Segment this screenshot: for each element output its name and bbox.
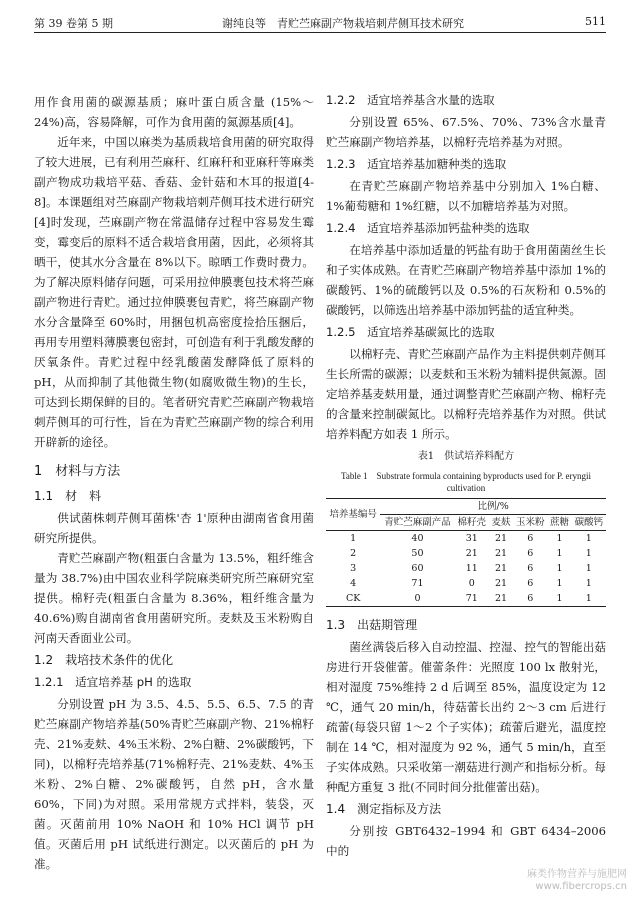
table-cell: 1: [556, 563, 563, 574]
column-header: 碳酸钙: [572, 515, 606, 531]
paragraph: 分别设置 pH 为 3.5、4.5、5.5、6.5、7.5 的青贮苎麻副产物培养基(50%青贮苎麻副产物、21%棉籽壳、21%麦麸、4%玉米粉、2%白糖、2%碳酸钙，下同)，以棉籽壳培养基(71%棉籽壳、21%麦麸、4%玉米粉、2%白糖、2%碳酸钙，自然 pH，含水量 60%，下同)为对照。采用常规方式拌料，装袋，灭菌。灭菌前用 10% NaOH 和 10% HCl 调节 pH 值。灭菌后用 pH 试纸进行测定。以灭菌后的 pH 为准。: [34, 697, 314, 871]
paragraph: 在青贮苎麻副产物培养基中分别加入 1%白糖、1%葡萄糖和 1%红糖，以不加糖培养基为对照。: [326, 179, 606, 213]
subsection-heading: 1.2 栽培技术条件的优化: [34, 653, 174, 667]
watermark-url: www.fibercrops.cn: [535, 881, 627, 892]
column-header: 棉籽壳: [455, 515, 489, 531]
table-cell: 50: [411, 548, 424, 559]
paragraph: 以棉籽壳、青贮苎麻副产品作为主料提供刺芹侧耳生长所需的碳源；以麦麸和玉米粉为辅料提供氮源。固定培养基麦麸用量，通过调整青贮苎麻副产物、棉籽壳的含量来控制碳氮比。以棉籽壳培养基作为对照。供试培养料配方如表 1 所示。: [326, 347, 606, 441]
table-cell: 1: [547, 591, 571, 607]
running-header: [34, 12, 606, 33]
subsubsection-heading: 1.2.2 适宜培养基含水量的选取: [326, 93, 495, 107]
table-cell: 6: [527, 548, 534, 559]
table-cell: 1: [585, 578, 592, 589]
paragraph: 供试菌株刺芹侧耳菌株'杏 1'原种由湖南省食用菌研究所提供。: [34, 511, 314, 545]
table-cell: 21: [489, 591, 513, 607]
journal-volume-issue: 第 39 卷第 5 期: [34, 17, 113, 30]
table-cell: CK: [326, 591, 380, 607]
table-caption: 表1 供试培养料配方: [417, 451, 515, 462]
table-cell: 71: [455, 591, 489, 607]
column-header: 青贮苎麻副产品: [380, 515, 454, 531]
table-cell: 0: [468, 578, 475, 589]
paragraph: 用作食用菌的碳源基质；麻叶蛋白质含量 (15%～24%)高，容易降解，可作为食用菌的氮源基质[4]。: [34, 95, 314, 129]
table-cell: 6: [527, 578, 534, 589]
table-cell: 31: [465, 533, 478, 544]
table-cell: 21: [494, 548, 508, 559]
table-cell: 0: [380, 591, 454, 607]
table-cell: 40: [411, 533, 424, 544]
page-number: 511: [585, 15, 606, 28]
section-heading: 1 材料与方法: [34, 464, 121, 479]
table-cell: 21: [494, 563, 508, 574]
column-header: 玉米粉: [513, 515, 547, 531]
table-cell: 11: [465, 563, 478, 574]
right-column: [326, 88, 606, 861]
table-cell: 1: [585, 548, 592, 559]
table-cell: 2: [350, 548, 357, 559]
table-cell: 1: [556, 533, 563, 544]
running-title: 谢纯良等 青贮苎麻副产物栽培刺芹侧耳技术研究: [222, 17, 464, 30]
subsection-heading: 1.1 材 料: [34, 489, 102, 503]
table-row: [326, 561, 606, 576]
paragraph: 菌丝满袋后移入自动控温、控湿、控气的智能出菇房进行开袋催蕾。催蕾条件：光照度 100 lx 散射光，相对湿度 75%维持 2 d 后调至 85%，温度设定为 12 ℃，通气 20 min/h，待菇蕾长出约 2～3 cm 后进行疏蕾(每袋只留 1～2 个子实体)；疏蕾后避光，温度控制在 14 ℃，相对湿度为 92 %，通气 5 min/h，直至子实体成熟。只采收第一潮菇进行测产和指标分析。每种配方重复 3 批(不同时间分批催蕾出菇)。: [326, 640, 606, 794]
table-cell: 60: [411, 563, 424, 574]
paragraph: 近年来，中国以麻类为基质栽培食用菌的研究取得了较大进展，已有利用苎麻秆、红麻秆和亚麻秆等麻类副产物成功栽培平菇、香菇、金针菇和木耳的报道[4-8]。本课题组对苎麻副产物栽培刺芹侧耳技术进行研究[4]时发现，苎麻副产物在常温储存过程中容易发生霉变，霉变后的原料不适合栽培食用菌，因此，必须将其晒干，使其水分含量在 8%以下。晾晒工作费时费力。为了解决原料储存问题，可采用拉伸膜裹包技术将苎麻副产物进行青贮。通过拉伸膜裹包青贮，将苎麻副产物水分含量降至 60%时，用捆包机高密度捡拾压捆后，再用专用塑料薄膜裹包密封，可创造有利于乳酸发酵的厌氧条件。青贮过程中经乳酸菌发酵降低了原料的 pH，从而抑制了其他微生物(如腐败微生物)的生长，可达到长期保鲜的目的。笔者研究青贮苎麻副产物栽培刺芹侧耳的可行性，旨在为青贮苎麻副产物的综合利用开辟新的途径。: [34, 135, 314, 449]
table-cell: 1: [556, 578, 563, 589]
table-cell: 1: [350, 533, 357, 544]
table-cell: 21: [494, 578, 508, 589]
watermark: [527, 869, 627, 893]
table-row: [326, 591, 606, 607]
left-column: [34, 92, 314, 874]
table-cell: 71: [411, 578, 424, 589]
table-cell: 1: [572, 591, 606, 607]
column-header: 麦麸: [489, 515, 513, 531]
subsubsection-heading: 1.2.5 适宜培养基碳氮比的选取: [326, 325, 495, 339]
column-header: 培养基编号: [326, 499, 380, 531]
table-cell: 1: [556, 548, 563, 559]
table-row: [326, 546, 606, 561]
column-header: 蔗糖: [547, 515, 571, 531]
table-row: [326, 576, 606, 591]
table-cell: 21: [465, 548, 478, 559]
subsubsection-heading: 1.2.1 适宜培养基 pH 的选取: [34, 675, 192, 689]
table-cell: 6: [513, 591, 547, 607]
paragraph: 在培养基中添加适量的钙盐有助于食用菌菌丝生长和子实体成熟。在青贮苎麻副产物培养基中添加 1%的碳酸钙、1%的硫酸钙以及 0.5%的石灰粉和 0.5%的碳酸钙，以筛选出培养基中添加钙盐的适宜种类。: [326, 243, 606, 317]
paragraph: 分别按 GBT6432–1994 和 GBT 6434–2006 中的: [326, 824, 606, 858]
table-row: [326, 531, 606, 547]
table-cell: 1: [585, 563, 592, 574]
table-cell: 6: [527, 533, 534, 544]
subsection-heading: 1.4 测定指标及方法: [326, 802, 442, 816]
table-cell: 6: [527, 563, 534, 574]
column-group-header: 比例/%: [380, 499, 606, 515]
table-cell: 1: [585, 533, 592, 544]
subsubsection-heading: 1.2.3 适宜培养基加糖种类的选取: [326, 157, 507, 171]
paragraph: 分别设置 65%、67.5%、70%、73%含水量青贮苎麻副产物培养基，以棉籽壳培养基为对照。: [326, 115, 606, 149]
table-cell: 21: [494, 533, 508, 544]
table-cell: 3: [350, 563, 357, 574]
subsection-heading: 1.3 出菇期管理: [326, 618, 418, 632]
subsubsection-heading: 1.2.4 适宜培养基添加钙盐种类的选取: [326, 221, 530, 235]
paragraph: 青贮苎麻副产物(粗蛋白含量为 13.5%，粗纤维含量为 38.7%)由中国农业科学院麻类研究所苎麻研究室提供。棉籽壳(粗蛋白含量为 8.36%，粗纤维含量为 40.6%)购自湖南省食用菌研究所。麦麸及玉米粉购自河南天香面业公司。: [34, 551, 314, 645]
substrate-formula-table: [326, 498, 606, 607]
table-cell: 4: [350, 578, 357, 589]
table-caption-english: Table 1 Substrate formula containing byproducts used for P. eryngii cultivation: [340, 471, 592, 493]
watermark-site-name: 麻类作物营养与施肥网: [527, 869, 627, 880]
